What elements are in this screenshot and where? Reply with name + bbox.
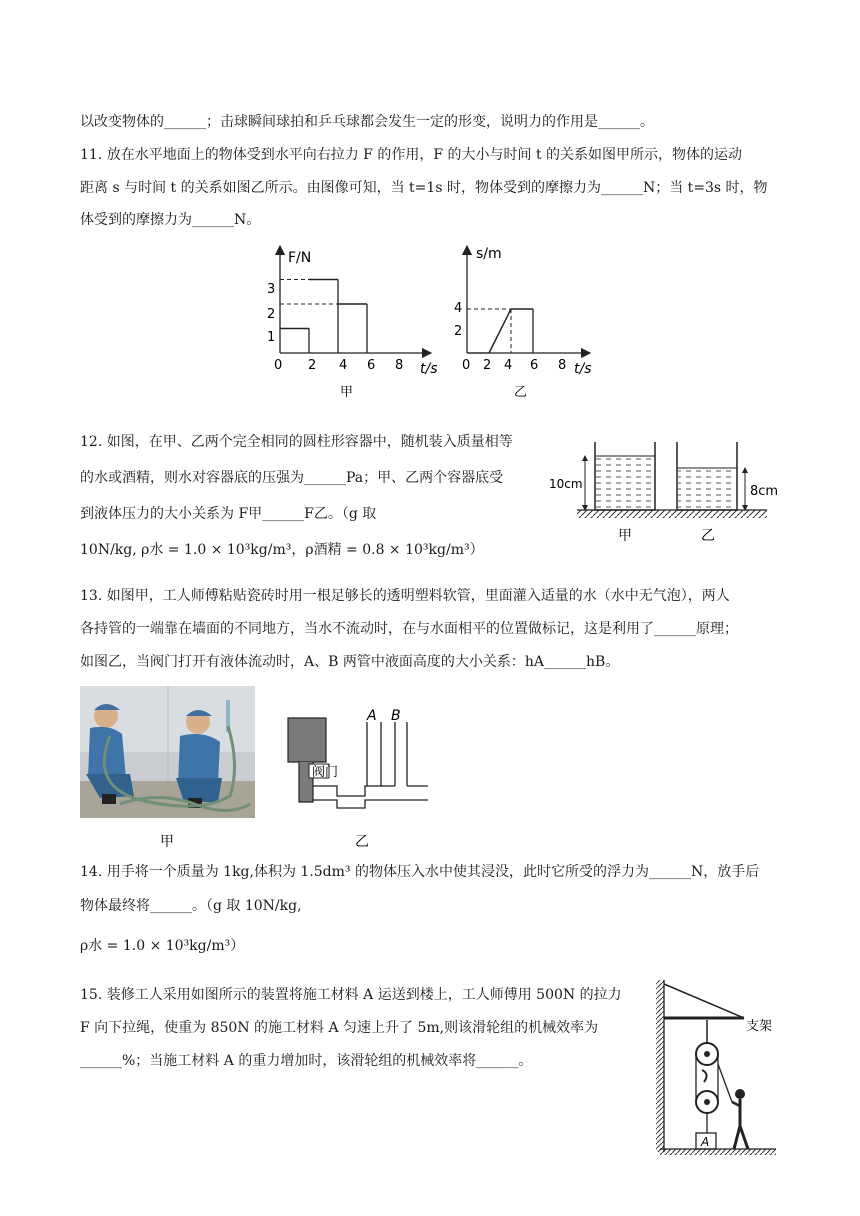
y-tick-3: 3	[267, 282, 276, 297]
graph-force-time	[262, 240, 447, 410]
q12-line-2: 的水或酒精，则水对容器底的压强为______Pa；甲、乙两个容器底受	[80, 470, 504, 486]
y-tick-2: 2	[267, 307, 276, 322]
graph-caption: 甲	[340, 385, 354, 400]
worker-left-body	[88, 727, 126, 778]
q15-line-1: 15. 装修工人采用如图所示的装置将施工材料 A 运送到楼上，工人师傅用 500N 的拉力	[80, 987, 622, 1003]
y-tick-2: 2	[454, 324, 463, 339]
q15-line-3: ______%；当施工材料 A 的重力增加时，该滑轮组的机械效率将______。	[80, 1053, 533, 1069]
x-tick-8: 8	[395, 358, 404, 373]
ground-hatching	[660, 1149, 776, 1155]
q15-line-2: F 向下拉绳，使重为 850N 的施工材料 A 匀速上升了 5m,则该滑轮组的机械效率为	[80, 1020, 599, 1036]
x-tick-4: 4	[504, 358, 513, 373]
valve-caption: 乙	[355, 834, 369, 850]
x-tick-0: 0	[462, 358, 471, 373]
q12-line-4: 10N/kg, ρ水 = 1.0 × 10³kg/m³，ρ酒精 = 0.8 × 10³kg/m³）	[80, 542, 484, 558]
fig-valve-tubes	[283, 708, 433, 858]
q10-tail-line: 以改变物体的______；击球瞬间球拍和乒乓球都会发生一定的形变，说明力的作用是______。	[80, 114, 654, 130]
left-caption: 甲	[618, 528, 632, 544]
fig-containers	[545, 432, 785, 552]
q13-line-2: 各持管的一端靠在墙面的不同地方，当水不流动时，在与水面相平的位置做标记，这是利用了______原理；	[80, 621, 738, 637]
y-tick-1: 1	[267, 330, 276, 345]
distance-segment-0	[489, 309, 511, 353]
tube-a	[367, 722, 381, 786]
tube-b	[395, 722, 407, 786]
worker-head	[735, 1089, 745, 1099]
graph-caption: 乙	[514, 385, 528, 400]
fig-pulley-system	[652, 978, 792, 1158]
x-axis-label: t/s	[574, 361, 592, 377]
tube-b-label: B	[391, 708, 401, 724]
right-caption: 乙	[701, 528, 715, 544]
y-axis-label: F/N	[288, 250, 312, 266]
fig-workers-photo	[80, 686, 255, 852]
liquid-right	[678, 468, 736, 510]
worker-right-body	[178, 734, 220, 784]
bracket-brace	[664, 984, 744, 1018]
q14-line-3: ρ水 = 1.0 × 10³kg/m³）	[80, 938, 245, 954]
pipe-bottom	[313, 800, 428, 808]
ground-hatching	[577, 510, 767, 518]
x-axis-label: t/s	[420, 361, 438, 377]
x-tick-2: 2	[308, 358, 317, 373]
wall-hatching	[656, 980, 664, 1152]
q13-line-1: 13. 如图甲，工人师傅粘贴瓷砖时用一根足够长的透明塑料软管，里面灌入适量的水（水中无气泡），两人	[80, 588, 730, 604]
pipe-top	[313, 786, 383, 796]
y-axis-label: s/m	[476, 246, 502, 262]
bracket-label: 支架	[746, 1019, 773, 1034]
x-tick-6: 6	[530, 358, 539, 373]
photo-caption: 甲	[160, 834, 174, 850]
left-height-label: 10cm	[549, 477, 583, 491]
x-tick-4: 4	[339, 358, 348, 373]
q11-line-3: 体受到的摩擦力为______N。	[80, 212, 261, 228]
q12-line-3: 到液体压力的大小关系为 F甲______F乙。（g 取	[80, 506, 377, 522]
q13-line-3: 如图乙，当阀门打开有液体流动时，A、B 两管中液面高度的大小关系：hA______hB。	[80, 654, 620, 670]
q14-line-1: 14. 用手将一个质量为 1kg,体积为 1.5dm³ 的物体压入水中使其浸没，此时它所受的浮力为______N，放手后	[80, 864, 760, 880]
load-label: A	[701, 1135, 710, 1149]
q14-line-2: 物体最终将______。（g 取 10N/kg,	[80, 898, 302, 914]
x-tick-8: 8	[558, 358, 567, 373]
x-tick-0: 0	[274, 358, 283, 373]
liquid-left	[596, 456, 654, 510]
valve-label: 阀门	[312, 765, 339, 780]
q12-line-1: 12. 如图，在甲、乙两个完全相同的圆柱形容器中，随机装入质量相等	[80, 434, 513, 450]
graph-distance-time	[448, 240, 603, 410]
pull-rope	[718, 1064, 732, 1102]
q11-line-1: 11. 放在水平地面上的物体受到水平向右拉力 F 的作用，F 的大小与时间 t 的关系如图甲所示，物体的运动	[80, 147, 743, 163]
water-tank	[288, 718, 326, 762]
x-tick-2: 2	[483, 358, 492, 373]
q11-line-2: 距离 s 与时间 t 的关系如图乙所示。由图像可知，当 t=1s 时，物体受到的摩擦力为______N；当 t=3s 时，物	[80, 180, 768, 196]
x-tick-6: 6	[367, 358, 376, 373]
y-tick-4: 4	[454, 301, 463, 316]
tube-a-label: A	[367, 708, 377, 724]
right-height-label: 8cm	[750, 484, 779, 499]
